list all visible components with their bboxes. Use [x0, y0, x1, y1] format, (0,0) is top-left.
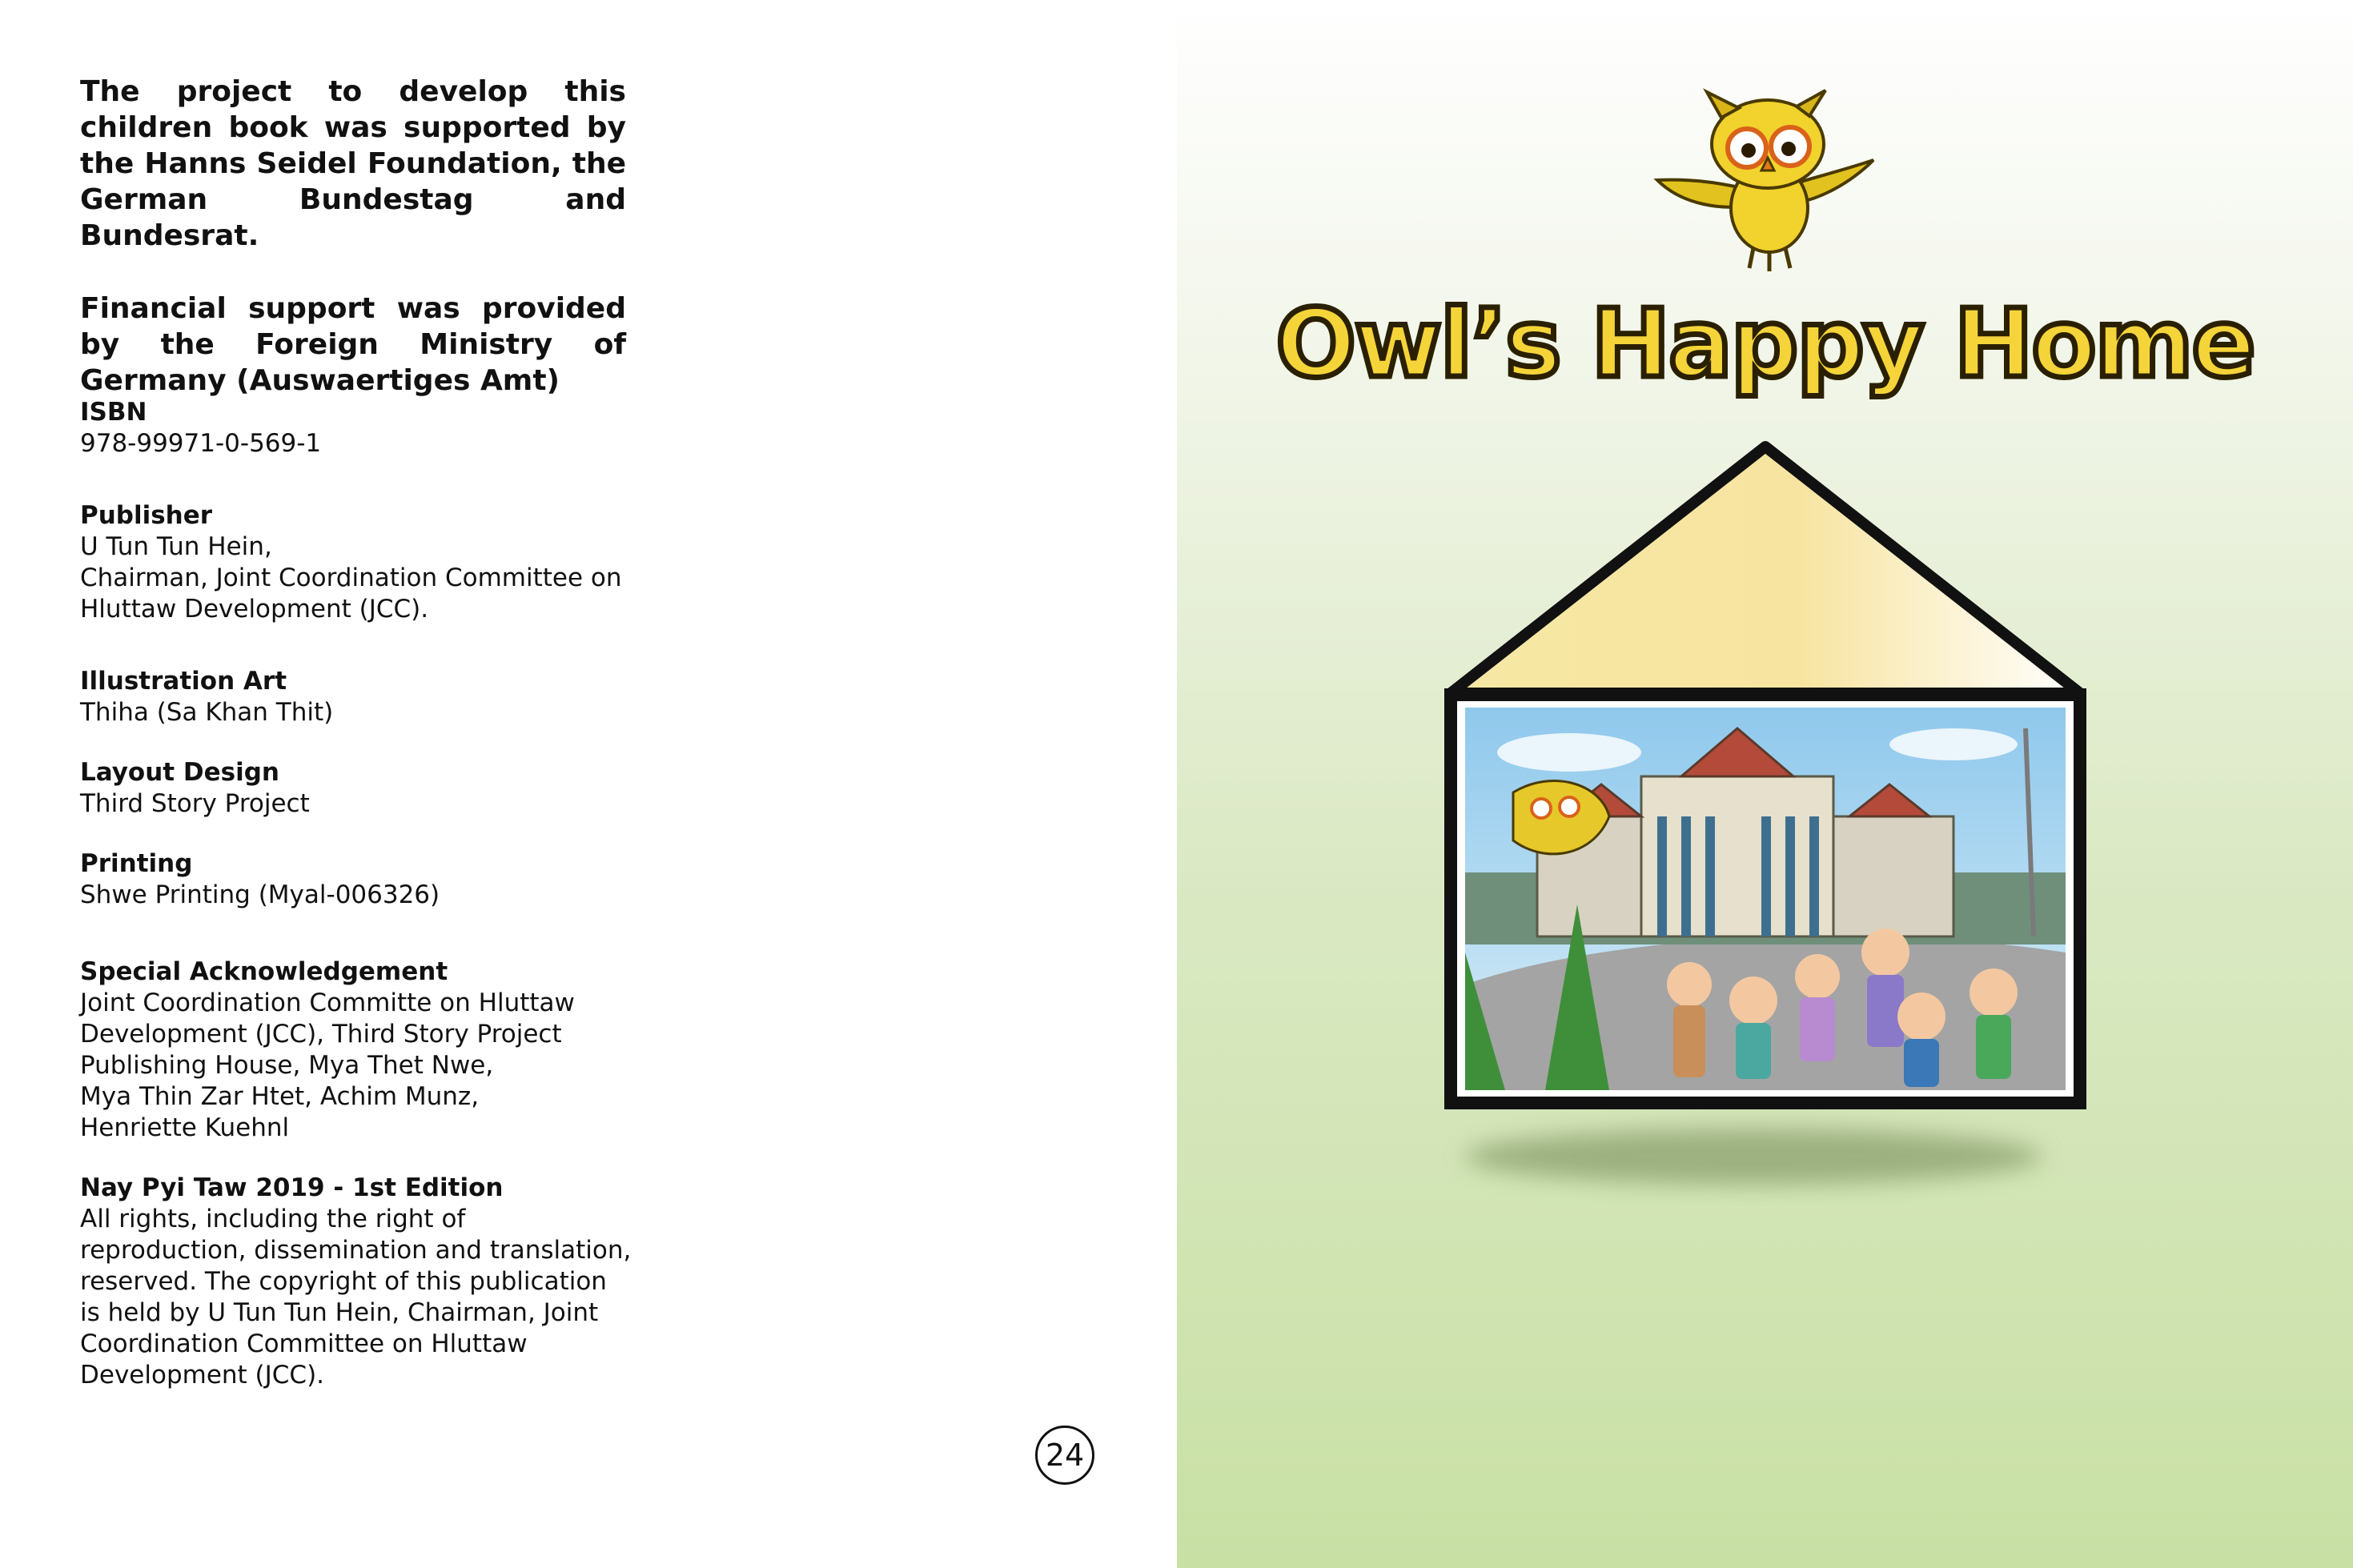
credit-line: is held by U Tun Tun Hein, Chairman, Joint: [80, 1298, 599, 1327]
credit-line: Henriette Kuehnl: [80, 1113, 290, 1142]
credit-heading: Publisher: [80, 501, 213, 530]
page-number: 24: [1035, 1426, 1094, 1485]
credit-line: Mya Thin Zar Htet, Achim Munz,: [80, 1082, 480, 1111]
cover-page: [1177, 0, 2353, 1568]
credit-block: [80, 1173, 689, 1391]
credit-heading: Nay Pyi Taw 2019 - 1st Edition: [80, 1173, 504, 1202]
credit-block: [80, 666, 689, 728]
credit-block: [80, 757, 689, 820]
credit-heading: Layout Design: [80, 758, 279, 787]
credit-heading: Illustration Art: [80, 667, 287, 696]
owl-icon: [1649, 84, 1881, 284]
support-paragraph: The project to develop this children book was supported by the Hanns Seidel Foundation, the German Bundestag and Bundesrat.: [80, 75, 626, 252]
credit-line: Thiha (Sa Khan Thit): [80, 698, 334, 727]
financial-paragraph: Financial support was provided by the Foreign Ministry of Germany (Auswaertiges Amt): [80, 292, 626, 397]
credit-line: Third Story Project: [80, 789, 310, 818]
credit-line: Hluttaw Development (JCC).: [80, 595, 429, 624]
intro-text: [80, 74, 626, 435]
house-icon: [1441, 440, 2090, 1121]
credit-line: reproduction, dissemination and translation,: [80, 1236, 632, 1265]
credit-heading: Printing: [80, 849, 193, 878]
credit-block: [80, 397, 689, 459]
credit-heading: Special Acknowledgement: [80, 957, 448, 986]
credit-line: Shwe Printing (Myal-006326): [80, 880, 440, 909]
credit-line: All rights, including the right of: [80, 1205, 466, 1233]
house-shadow: [1465, 1129, 2042, 1185]
credit-line: Chairman, Joint Coordination Committee on: [80, 563, 622, 592]
credit-line: Development (JCC), Third Story Project: [80, 1020, 562, 1049]
credit-line: Publishing House, Mya Thet Nwe,: [80, 1051, 494, 1080]
book-title: Owl’s Happy Home: [1275, 288, 2255, 399]
credit-line: 978-99971-0-569-1: [80, 429, 322, 458]
credit-block: [80, 848, 689, 911]
credit-line: reserved. The copyright of this publication: [80, 1267, 607, 1296]
credit-block: [80, 500, 689, 625]
credit-line: Development (JCC).: [80, 1361, 325, 1390]
credit-blocks: [80, 397, 689, 1391]
credit-line: Coordination Committee on Hluttaw: [80, 1329, 528, 1358]
credit-heading: ISBN: [80, 398, 147, 427]
credit-block: [80, 956, 689, 1144]
credit-line: Joint Coordination Committe on Hluttaw: [80, 989, 575, 1017]
credit-line: U Tun Tun Hein,: [80, 532, 272, 561]
